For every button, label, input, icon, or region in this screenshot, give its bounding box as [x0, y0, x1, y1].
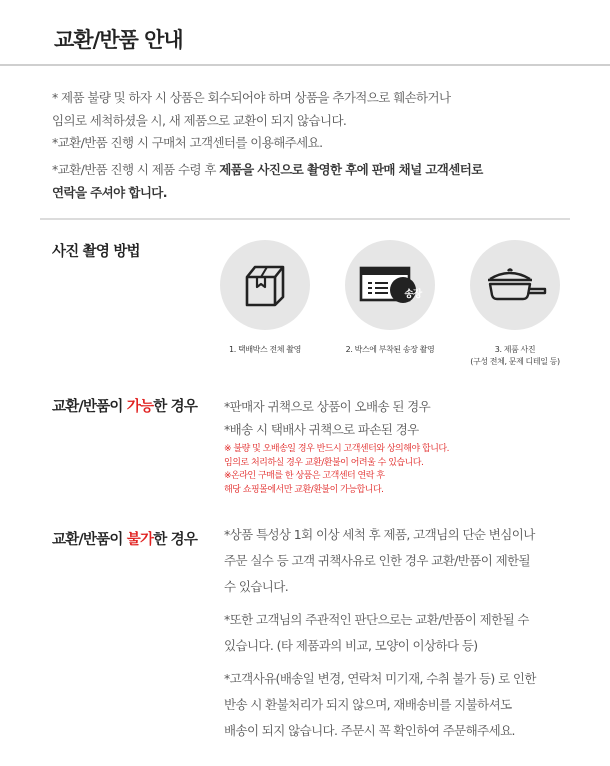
impossible-highlight: 불가 [126, 532, 154, 548]
possible-item: *판매자 귀책으로 상품이 오배송 된 경우 [224, 399, 431, 414]
notice-photo-required [52, 158, 483, 204]
impossible-heading: 교환/반품이 불가한 경우 [52, 532, 198, 548]
photo-step-product [450, 240, 580, 368]
page-title: 교환/반품 안내 [54, 28, 183, 52]
impossible-item: *고객사유(배송일 변경, 연락처 미기재, 수취 불가 등) 로 인한 반송 시 환불처리가 되지 않으며, 재배송비를 지불하셔도 배송이 되지 않습니다. 주문시 꼭 확인하여 주문해주세요. [224, 671, 536, 738]
possible-item: *배송 시 택배사 귀책으로 파손된 경우 [224, 422, 419, 437]
label-badge-text: 송장 [404, 289, 422, 300]
shipping-label-icon [358, 259, 422, 311]
notice-line [52, 181, 483, 204]
possible-highlight: 가능 [126, 399, 154, 415]
photo-step-caption: 3. 제품 사진 (구성 전체, 문제 디테일 등) [470, 345, 560, 366]
pan-icon [482, 265, 548, 305]
notice-line: *교환/반품 진행 시 제품 수령 후 제품을 사진으로 촬영한 후에 판매 채널 고객센터로 [52, 162, 483, 177]
photo-heading: 사진 촬영 방법 [52, 244, 140, 260]
photo-step-box [200, 240, 330, 356]
notice-emphasis: 제품을 사진으로 촬영한 후에 판매 채널 고객센터로 [219, 162, 483, 177]
notice-emphasis: 연락을 주셔야 합니다. [52, 185, 167, 200]
notice-line: * 제품 불량 및 하자 시 상품은 회수되어야 하며 상품을 추가적으로 훼손하거나 [52, 90, 451, 105]
box-icon [241, 263, 289, 307]
impossible-item: *상품 특성상 1회 이상 세척 후 제품, 고객님의 단순 변심이나 주문 실수 등 고객 귀책사유로 인한 경우 교환/반품이 제한될 수 있습니다. [224, 527, 535, 594]
possible-heading: 교환/반품이 가능한 경우 [52, 399, 198, 415]
possible-warning: ※ 불량 및 오배송일 경우 반드시 고객센터와 상의해야 합니다. 임의로 처리하실 경우 교환/환불이 어려울 수 있습니다. ※온라인 구매를 한 상품은 고객센터 연락 후 해당 쇼핑몰에서만 교환/환불이 가능합니다. [224, 444, 449, 495]
notice-customer-center [52, 131, 322, 154]
photo-step-circle [345, 240, 435, 330]
photo-step-label [325, 240, 455, 356]
photo-step-circle [220, 240, 310, 330]
notice-line: *교환/반품 진행 시 구매처 고객센터를 이용해주세요. [52, 135, 323, 150]
photo-step-circle [470, 240, 560, 330]
notice-defect [52, 86, 450, 132]
impossible-list [224, 522, 536, 744]
possible-list [224, 397, 449, 497]
impossible-item: *또한 고객님의 주관적인 판단으로는 교환/반품이 제한될 수 있습니다. (타 제품과의 비교, 모양이 이상하다 등) [224, 612, 529, 653]
section-divider [40, 218, 570, 220]
title-divider [0, 64, 610, 66]
photo-step-caption: 2. 박스에 부착된 송장 촬영 [345, 345, 435, 354]
photo-step-caption: 1. 택배박스 전체 촬영 [229, 345, 301, 354]
notice-line: 임의로 세척하셨을 시, 새 제품으로 교환이 되지 않습니다. [52, 113, 347, 128]
